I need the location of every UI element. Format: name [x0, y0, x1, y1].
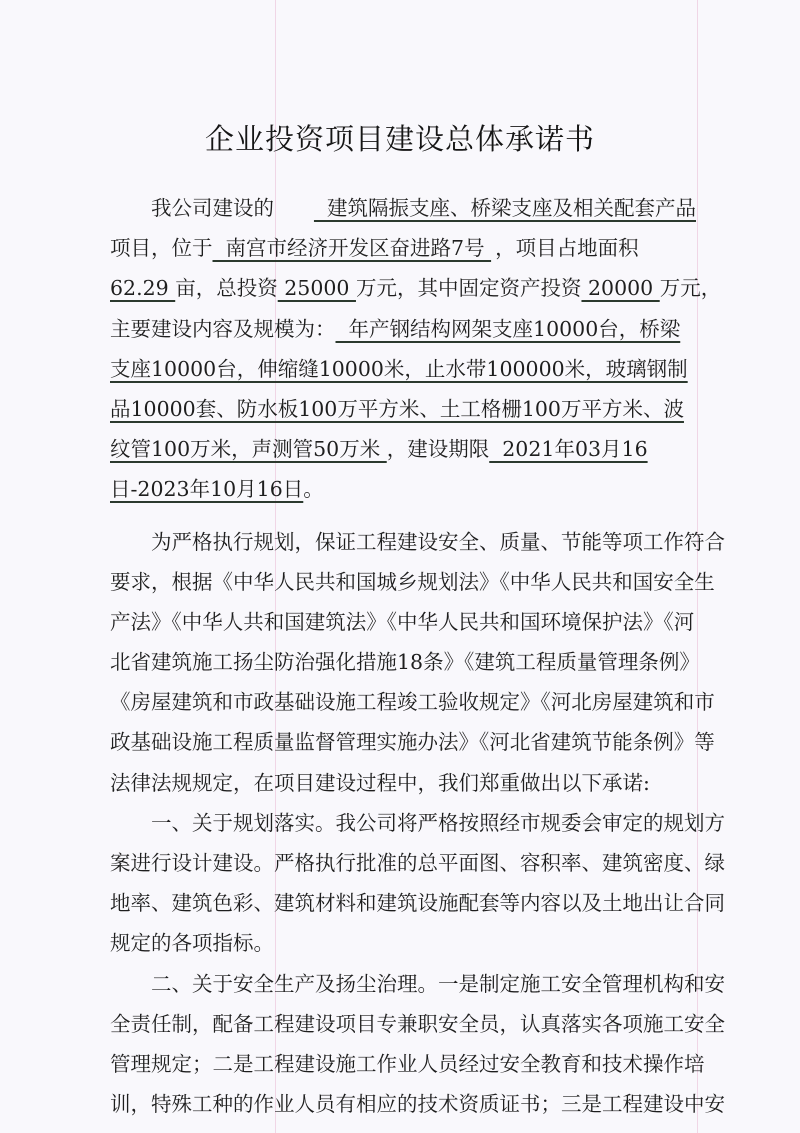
paragraph2-line: 法律法规规定，在项目建设过程中，我们郑重做出以下承诺: [110, 770, 650, 795]
period-end: 。 [303, 477, 324, 502]
paragraph2-line: 要求，根据《中华人民共和国城乡规划法》《中华人民共和国安全生 [110, 569, 715, 594]
section2-line: 二、关于安全生产及扬尘治理。一是制定施工安全管理机构和安 [151, 971, 725, 996]
area-unit: 亩，总投资 [175, 276, 278, 301]
section1-line: 案进行设计建设。严格执行批准的总平面图、容积率、建筑密度、绿 [110, 851, 725, 875]
intro-line-1 [110, 188, 696, 228]
paragraph2-line: 政基础设施工程质量监督管理实施办法》《河北省建筑节能条例》等 [110, 730, 715, 755]
scale-field-1: 年产钢结构网架支座10000台，桥梁 [335, 316, 681, 341]
intro-line-6 [110, 389, 696, 429]
intro-line-3 [110, 268, 722, 308]
area-label: ，项目占地面积 [495, 236, 639, 261]
scale-field-4: 纹管100万米，声测管50万米 [110, 437, 387, 462]
fixed-investment-unit: 万元， [659, 276, 722, 301]
section1-line: 地率、建筑色彩、建筑材料和建筑设施配套等内容以及土地出让合同 [110, 891, 725, 916]
company-label: 我公司建设的 [151, 196, 274, 220]
intro-line-2 [110, 228, 696, 268]
section1-line: 一、关于规划落实。我公司将严格按照经市规委会审定的规划方 [151, 810, 725, 835]
period-field-2: 日-2023年10月16日 [110, 477, 304, 502]
document-title: 企业投资项目建设总体承诺书 [204, 122, 595, 156]
scale-field-3: 品10000套、防水板100万平方米、土工格栅100万平方米、波 [110, 396, 684, 421]
section2-line: 训，特殊工种的作业人员有相应的技术资质证书；三是工程建设中安 [110, 1092, 725, 1117]
section1-line: 规定的各项指标。 [110, 931, 274, 956]
intro-line-7 [110, 429, 696, 469]
intro-line-5 [110, 349, 696, 389]
total-investment-field: 25000 [277, 276, 356, 301]
paragraph2-line: 《房屋建筑和市政基础设施工程竣工验收规定》《河北房屋建筑和市 [110, 690, 715, 715]
paragraph2-line: 为严格执行规划，保证工程建设安全、质量、节能等项工作符合 [151, 529, 725, 554]
scale-label: 主要建设内容及规模为： [110, 316, 336, 341]
period-field-1: 2021年03月16 [489, 437, 648, 462]
period-label: ，建设期限 [386, 437, 490, 462]
area-value-field: 62.29 [110, 276, 176, 301]
intro-line-8 [110, 469, 696, 509]
project-suffix: 项目，位于 [110, 236, 213, 261]
total-investment-unit: 万元，其中固定资产投资 [355, 276, 582, 301]
intro-line-4 [110, 309, 696, 349]
paragraph2-line: 产法》《中华人共和国建筑法》《中华人民共和国环境保护法》《河 [110, 609, 695, 634]
document-body [110, 188, 725, 1124]
section2-line: 管理规定；二是工程建设施工作业人员经过安全教育和技术操作培 [110, 1051, 705, 1076]
location-field: 南宫市经济开发区奋进路7号 [212, 236, 492, 261]
project-name-field: 建筑隔振支座、桥梁支座及相关配套产品 [313, 196, 696, 220]
paragraph2-line: 北省建筑施工扬尘防治强化措施18条》《建筑工程质量管理条例》 [110, 650, 700, 675]
fixed-investment-field: 20000 [581, 276, 660, 301]
section2-line: 全责任制，配备工程建设项目专兼职安全员，认真落实各项施工安全 [110, 1011, 725, 1036]
scale-field-2: 支座10000台，伸缩缝10000米，止水带100000米，玻璃钢制 [110, 356, 688, 381]
